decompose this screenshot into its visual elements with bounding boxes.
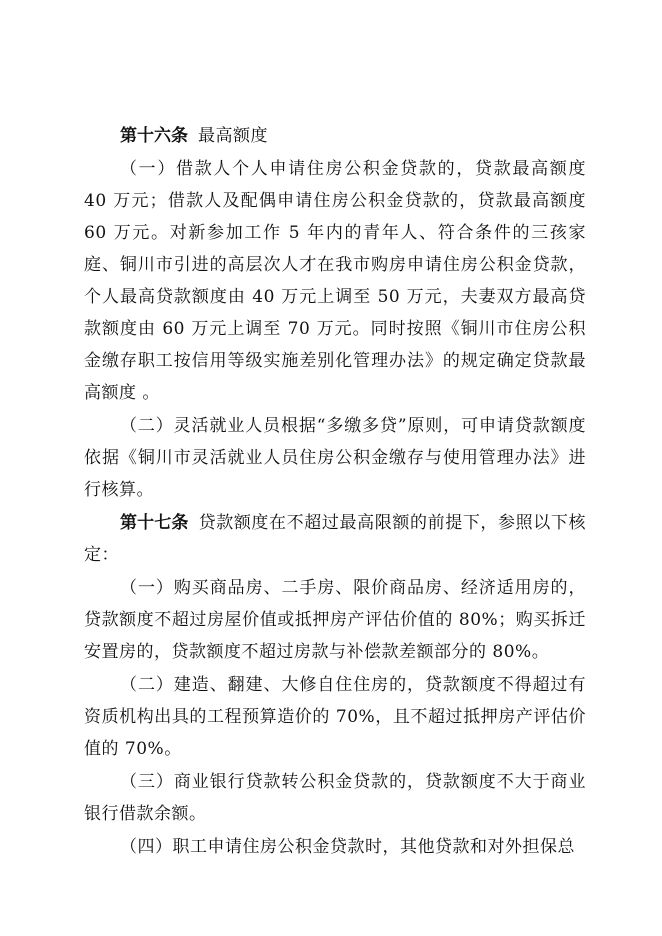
article-16-heading: 第十六条 xyxy=(120,126,188,146)
article-17-heading: 第十七条 xyxy=(120,513,189,533)
article-16-title: 最高额度 xyxy=(198,126,268,146)
article-17-paragraph-2: （二）建造、翻建、大修自住住房的，贷款额度不得超过有资质机构出具的工程预算造价的 70%，且不超过抵押房产评估价值的 70%。 xyxy=(84,675,586,759)
article-17-paragraph-4: （四）职工申请住房公积金贷款时，其他贷款和对外担保总 xyxy=(120,837,575,857)
article-16-paragraph-1: （一）借款人个人申请住房公积金贷款的，贷款最高额度 40 万元；借款人及配偶申请住房公积金贷款的，贷款最高额度 60 万元。对新参加工作 5 年内的青年人、符合条件的三孩家庭、铜川市引进的高层次人才在我市购房申请住房公积金贷款，个人最高贷款额度由 40 万元上调至 50 万元，夫妻双方最高贷款额度由 60 万元上调至 70 万元。同时按照《铜川市住房公积金缴存职工按信用等级实施差别化管理办法》的规定确定贷款最高额度 。 xyxy=(84,159,586,403)
article-17-paragraph-1: （一）购买商品房、二手房、限价商品房、经济适用房的，贷款额度不超过房屋价值或抵押房产评估价值的 80%；购买拆迁安置房的，贷款额度不超过房款与补偿款差额部分的 80%。 xyxy=(84,578,586,662)
article-17-paragraph-3: （三）商业银行贷款转公积金贷款的，贷款额度不大于商业银行借款余额。 xyxy=(84,772,586,824)
article-17-header xyxy=(84,507,586,571)
document-body xyxy=(84,120,586,864)
article-16-header xyxy=(84,120,586,152)
article-16-paragraph-2: （二）灵活就业人员根据“多缴多贷”原则，可申请贷款额度依据《铜川市灵活就业人员住房公积金缴存与使用管理办法》进行核算。 xyxy=(84,416,586,500)
article-17-title: 贷款额度在不超过最高限额的前提下，参照以下核定： xyxy=(84,513,587,565)
